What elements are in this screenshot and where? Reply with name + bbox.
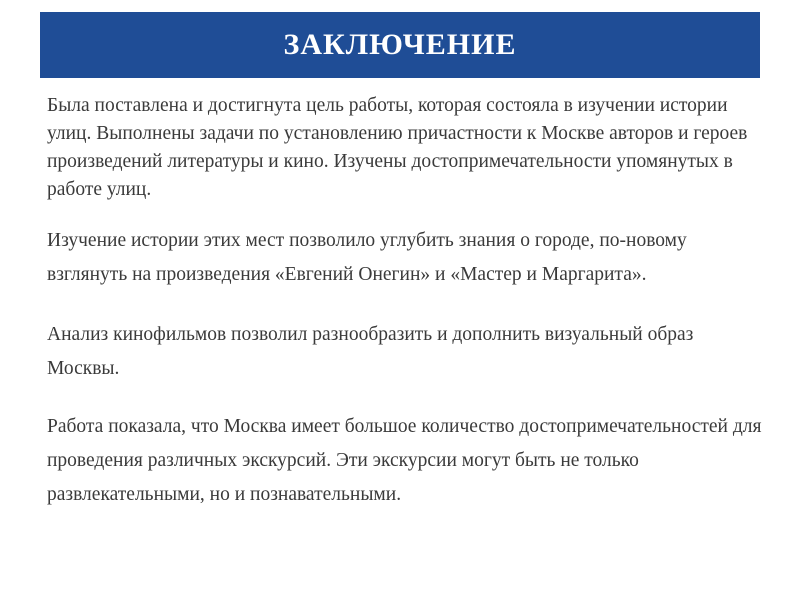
slide-title: ЗАКЛЮЧЕНИЕ xyxy=(283,28,517,61)
paragraph-goal-achieved: Была поставлена и достигнута цель работы, которая состояла в изучении истории улиц. Выполнены задачи по установлению причастности к Москве авторов и героев произведений литературы и кино. Изучены достопримечательности упомянутых в работе улиц. xyxy=(47,95,748,200)
paragraph-history-study: Изучение истории этих мест позволило углубить знания о городе, по-новому взглянуть на произведения «Евгений Онегин» и «Мастер и Маргарита». xyxy=(47,230,687,285)
paragraph-film-analysis: Анализ кинофильмов позволил разнообразить и дополнить визуальный образ Москвы. xyxy=(47,324,694,379)
title-banner xyxy=(40,12,760,78)
paragraph-excursions: Работа показала, что Москва имеет большое количество достопримечательностей для проведения различных экскурсий. Эти экскурсии могут быть не только развлекательными, но и познавательными. xyxy=(47,416,762,505)
